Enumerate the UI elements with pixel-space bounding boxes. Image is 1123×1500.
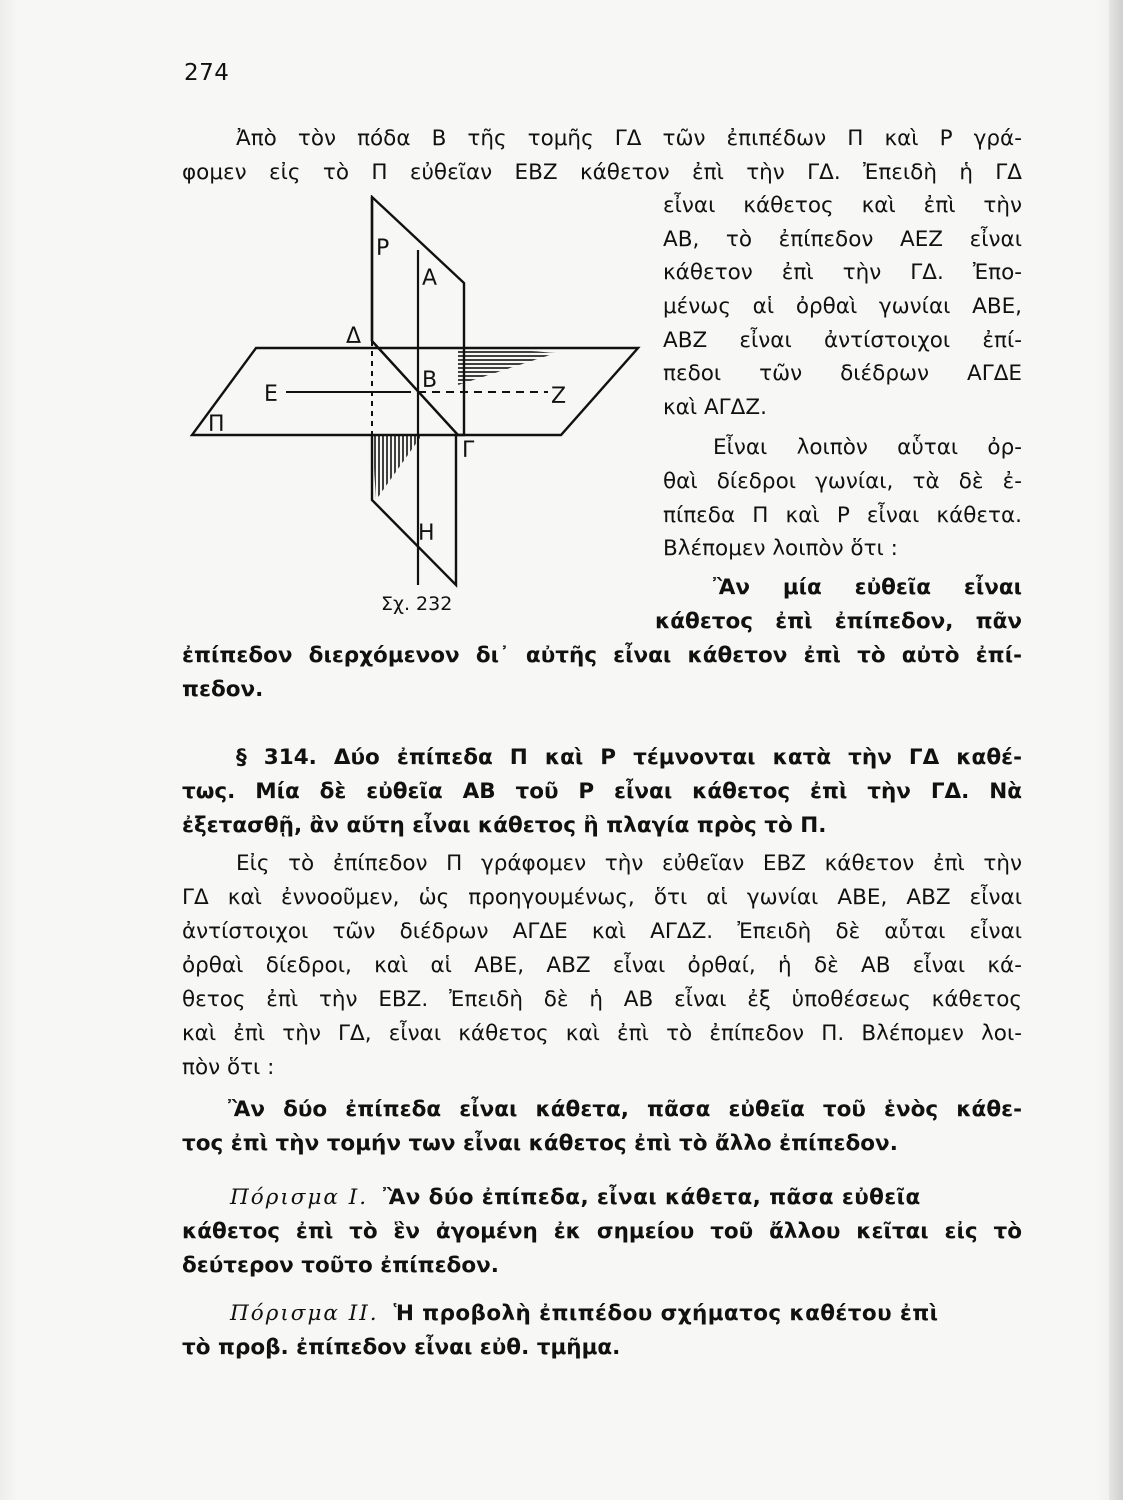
theorem-right-line-1: Ἂν μία εὐθεῖα εἶναι xyxy=(713,575,1022,600)
page-number: 274 xyxy=(184,60,230,86)
theorem-full-line-1: ἐπίπεδον διερχόμενον δι᾽ αὐτῆς εἶναι κάθετον ἐπὶ τὸ αὐτὸ ἐπί- xyxy=(182,643,1022,668)
section-314-body-7: πὸν ὅτι : xyxy=(182,1055,275,1080)
intro-right-line-7: καὶ ΑΓΔΖ. xyxy=(663,395,767,420)
section-314-body-2: ΓΔ καὶ ἐννοοῦμεν, ὡς προηγουμένως, ὅτι αἱ γωνίαι ΑΒΕ, ΑΒΖ εἶναι xyxy=(182,885,1022,910)
section-314-body-4: ὀρθαὶ δίεδροι, καὶ αἱ ΑΒΕ, ΑΒΖ εἶναι ὀρθαί, ἡ δὲ ΑΒ εἶναι κά- xyxy=(182,953,1022,978)
porisma-2-line-2: τὸ προβ. ἐπίπεδον εἶναι εὐθ. τμῆμα. xyxy=(182,1335,621,1360)
section-314-heading-1: § 314. Δύο ἐπίπεδα Π καὶ Ρ τέμνονται κατὰ τὴν ΓΔ καθέ- xyxy=(236,745,1022,770)
label-b: Β xyxy=(422,368,438,393)
intro-right2-line-4: Βλέπομεν λοιπὸν ὅτι : xyxy=(663,536,898,561)
intro-right-line-6: πεδοι τῶν διέδρων ΑΓΔΕ xyxy=(663,361,1022,386)
intro-right2-line-2: θαὶ δίεδροι γωνίαι, τὰ δὲ ἐ- xyxy=(663,469,1022,494)
label-plane-r: Ρ xyxy=(376,236,390,261)
section-314-theorem-2: τος ἐπὶ τὴν τομήν των εἶναι κάθετος ἐπὶ τὸ ἄλλο ἐπίπεδον. xyxy=(182,1131,898,1156)
intro-line-1: Ἀπὸ τὸν πόδα Β τῆς τομῆς ΓΔ τῶν ἐπιπέδων Π καὶ Ρ γρά- xyxy=(236,126,1022,151)
section-314-heading-3: ἐξετασθῇ, ἂν αὕτη εἶναι κάθετος ἢ πλαγία πρὸς τὸ Π. xyxy=(182,813,827,838)
section-314-body-1: Εἰς τὸ ἐπίπεδον Π γράφομεν τὴν εὐθεῖαν ΕΒΖ κάθετον ἐπὶ τὴν xyxy=(236,851,1022,876)
hatch-region-top xyxy=(458,345,556,385)
section-314-body-3: ἀντίστοιχοι τῶν διέδρων ΑΓΔΕ καὶ ΑΓΔΖ. Ἐπειδὴ δὲ αὗται εἶναι xyxy=(182,919,1022,944)
section-314-body-6: καὶ ἐπὶ τὴν ΓΔ, εἶναι κάθετος καὶ ἐπὶ τὸ ἐπίπεδον Π. Βλέπομεν λοι- xyxy=(182,1021,1022,1046)
hatch-region-bottom xyxy=(372,435,422,500)
theorem-right-line-2: κάθετος ἐπὶ ἐπίπεδον, πᾶν xyxy=(655,609,1022,634)
figure-232 xyxy=(186,195,656,625)
porisma-1-line-2: κάθετος ἐπὶ τὸ ἓν ἀγομένη ἐκ σημείου τοῦ ἄλλου κεῖται εἰς τὸ xyxy=(182,1219,1022,1244)
section-314-heading-2: τως. Μία δὲ εὐθεῖα ΑΒ τοῦ Ρ εἶναι κάθετος ἐπὶ τὴν ΓΔ. Νὰ xyxy=(182,779,1022,804)
porisma-2-label: Πόρισμα ΙΙ. xyxy=(230,1301,379,1326)
porisma-1-label: Πόρισμα Ι. xyxy=(230,1185,369,1210)
label-z: Ζ xyxy=(551,384,567,409)
porisma-2-line-1 xyxy=(230,1298,938,1330)
theorem-full-line-2: πεδον. xyxy=(182,677,264,702)
intro-right-line-4: μένως αἱ ὀρθαὶ γωνίαι ΑΒΕ, xyxy=(663,294,1022,319)
section-314-body-5: θετος ἐπὶ τὴν ΕΒΖ. Ἐπειδὴ δὲ ἡ ΑΒ εἶναι ἐξ ὑποθέσεως κάθετος xyxy=(182,987,1022,1012)
page-edge xyxy=(1109,0,1123,1500)
intro-right2-line-3: πίπεδα Π καὶ Ρ εἶναι κάθετα. xyxy=(663,503,1022,528)
porisma-1-line-1 xyxy=(230,1182,921,1214)
plane-p xyxy=(192,348,638,435)
intro-right-line-1: εἶναι κάθετος καὶ ἐπὶ τὴν xyxy=(663,193,1022,218)
intro-right-line-2: ΑΒ, τὸ ἐπίπεδον ΑΕΖ εἶναι xyxy=(663,227,1022,252)
figure-232-diagram xyxy=(186,195,656,625)
line-gamma-delta xyxy=(372,341,458,435)
porisma-2-text-1: Ἡ προβολὴ ἐπιπέδου σχήματος καθέτου ἐπὶ xyxy=(393,1301,939,1326)
porisma-1-text-1: Ἂν δύο ἐπίπεδα, εἶναι κάθετα, πᾶσα εὐθεῖα xyxy=(382,1185,921,1210)
label-e: Ε xyxy=(264,382,278,407)
label-delta: Δ xyxy=(346,324,362,349)
porisma-1-line-3: δεύτερον τοῦτο ἐπίπεδον. xyxy=(182,1253,499,1278)
label-a: Α xyxy=(422,266,438,291)
label-plane-p: Π xyxy=(208,412,225,437)
intro-right2-line-1: Εἶναι λοιπὸν αὗται ὀρ- xyxy=(713,435,1022,460)
label-gamma: Γ xyxy=(462,438,475,463)
intro-line-2: φομεν εἰς τὸ Π εὐθεῖαν ΕΒΖ κάθετον ἐπὶ τὴν ΓΔ. Ἐπειδὴ ἡ ΓΔ xyxy=(182,160,1022,185)
intro-right-line-3: κάθετον ἐπὶ τὴν ΓΔ. Ἐπο- xyxy=(663,260,1022,285)
intro-right-line-5: ΑΒΖ εἶναι ἀντίστοιχοι ἐπί- xyxy=(663,328,1022,353)
label-h: Η xyxy=(418,521,435,546)
section-314-theorem-1: Ἂν δύο ἐπίπεδα εἶναι κάθετα, πᾶσα εὐθεῖα τοῦ ἑνὸς κάθε- xyxy=(228,1097,1022,1122)
figure-caption: Σχ. 232 xyxy=(381,593,453,615)
